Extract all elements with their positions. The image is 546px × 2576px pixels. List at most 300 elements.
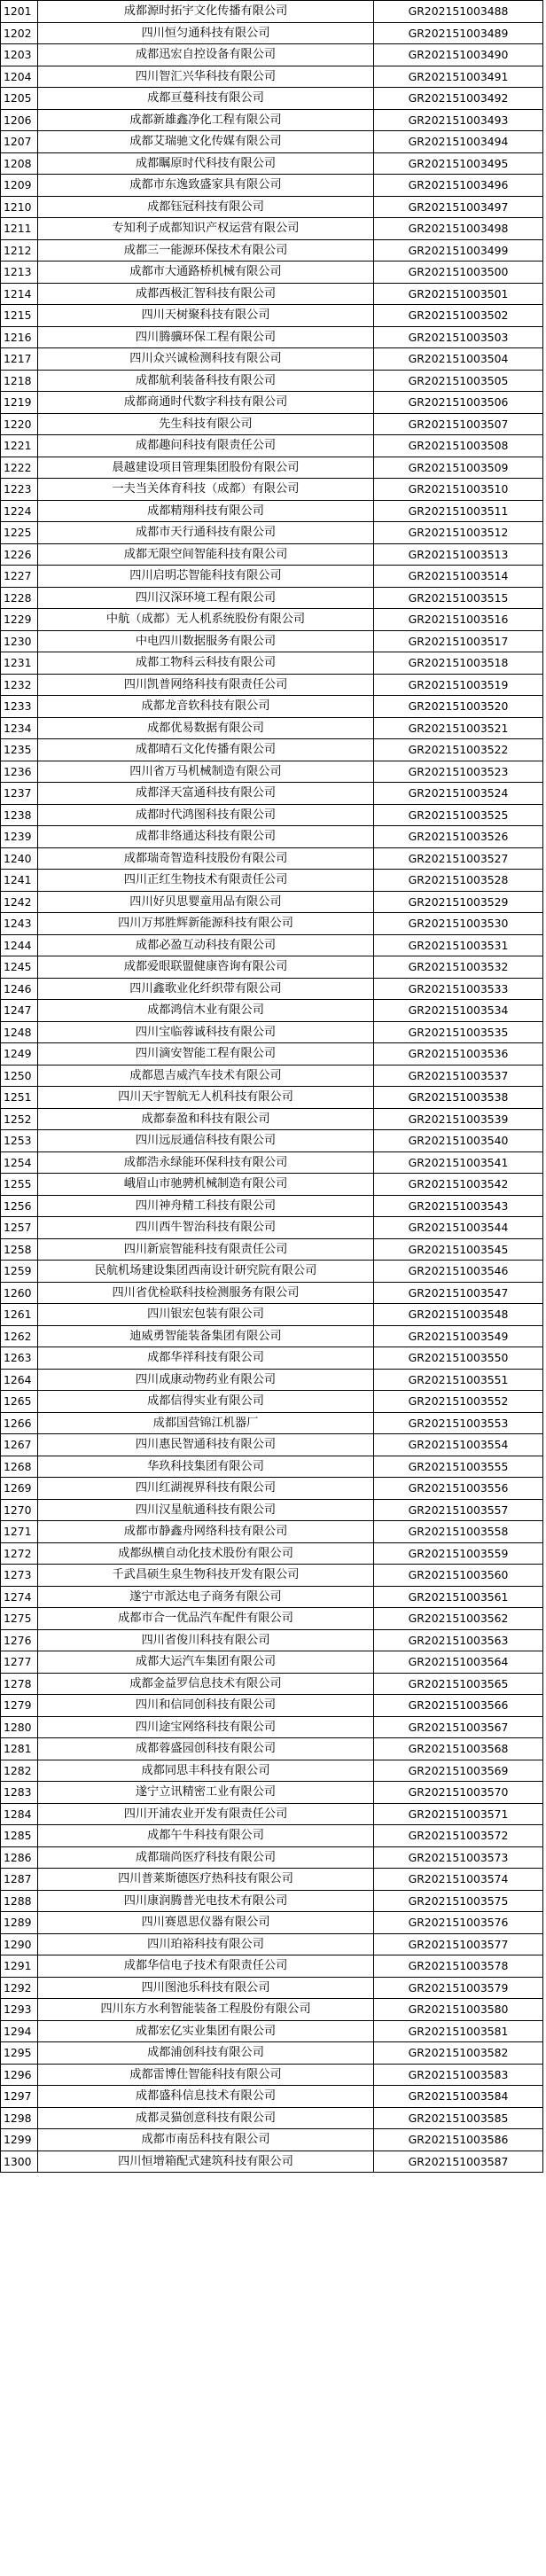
certificate-code-cell: GR202151003545 — [374, 1238, 543, 1261]
certificate-code-cell: GR202151003587 — [374, 2151, 543, 2173]
company-name-cell: 四川普莱斯德医疗热科技有限公司 — [38, 1869, 374, 1891]
table-row — [1, 1586, 543, 1608]
table-row — [1, 1325, 543, 1347]
company-name-cell: 中航（成都）无人机系统股份有限公司 — [38, 609, 374, 631]
table-row — [1, 1391, 543, 1413]
row-number-cell: 1276 — [1, 1629, 38, 1651]
table-row — [1, 913, 543, 935]
certificate-code-cell: GR202151003512 — [374, 522, 543, 544]
company-name-cell: 迪威勇智能装备集团有限公司 — [38, 1325, 374, 1347]
table-row — [1, 1108, 543, 1130]
table-row — [1, 1347, 543, 1370]
table-row — [1, 1608, 543, 1630]
table-row — [1, 1890, 543, 1912]
row-number-cell: 1248 — [1, 1021, 38, 1043]
row-number-cell: 1251 — [1, 1087, 38, 1109]
row-number-cell: 1272 — [1, 1542, 38, 1565]
table-row — [1, 1673, 543, 1695]
table-row — [1, 2151, 543, 2173]
row-number-cell: 1216 — [1, 326, 38, 348]
certificate-code-cell: GR202151003539 — [374, 1108, 543, 1130]
table-row — [1, 1782, 543, 1804]
row-number-cell: 1252 — [1, 1108, 38, 1130]
company-name-cell: 四川东方水利智能装备工程股份有限公司 — [38, 1999, 374, 2021]
row-number-cell: 1225 — [1, 522, 38, 544]
certificate-code-cell: GR202151003566 — [374, 1695, 543, 1717]
row-number-cell: 1277 — [1, 1651, 38, 1674]
company-name-cell: 四川图池乐科技有限公司 — [38, 1977, 374, 1999]
company-name-cell: 四川好贝思婴童用品有限公司 — [38, 891, 374, 913]
company-name-cell: 成都恩吉威汽车技术有限公司 — [38, 1065, 374, 1087]
certificate-code-cell: GR202151003538 — [374, 1087, 543, 1109]
certificate-code-cell: GR202151003544 — [374, 1217, 543, 1239]
table-row — [1, 2042, 543, 2065]
table-row — [1, 1629, 543, 1651]
table-row — [1, 826, 543, 848]
table-row — [1, 1304, 543, 1326]
row-number-cell: 1269 — [1, 1478, 38, 1500]
certificate-code-cell: GR202151003583 — [374, 2064, 543, 2086]
table-row — [1, 1695, 543, 1717]
table-row — [1, 1716, 543, 1738]
company-name-cell: 成都源时拓宇文化传播有限公司 — [38, 1, 374, 23]
table-row — [1, 1933, 543, 1955]
certificate-code-cell: GR202151003514 — [374, 566, 543, 588]
company-name-cell: 四川天树聚科技有限公司 — [38, 305, 374, 327]
table-row — [1, 283, 543, 305]
row-number-cell: 1285 — [1, 1825, 38, 1847]
company-name-cell: 成都工物科云科技有限公司 — [38, 652, 374, 675]
table-row — [1, 152, 543, 175]
row-number-cell: 1218 — [1, 370, 38, 392]
certificate-code-cell: GR202151003520 — [374, 696, 543, 718]
company-name-cell: 成都优易数据有限公司 — [38, 717, 374, 739]
table-row — [1, 2064, 543, 2086]
company-name-cell: 成都必盈互动科技有限公司 — [38, 934, 374, 956]
certificate-code-cell: GR202151003532 — [374, 956, 543, 979]
company-name-cell: 成都国营锦江机器厂 — [38, 1412, 374, 1434]
certificate-code-cell: GR202151003577 — [374, 1933, 543, 1955]
company-name-cell: 成都市合一优品汽车配件有限公司 — [38, 1608, 374, 1630]
row-number-cell: 1253 — [1, 1130, 38, 1152]
company-name-cell: 成都华祥科技有限公司 — [38, 1347, 374, 1370]
company-name-cell: 成都时代鸿图科技有限公司 — [38, 804, 374, 826]
row-number-cell: 1227 — [1, 566, 38, 588]
certificate-code-cell: GR202151003548 — [374, 1304, 543, 1326]
row-number-cell: 1249 — [1, 1043, 38, 1066]
table-row — [1, 1825, 543, 1847]
certificate-code-cell: GR202151003494 — [374, 131, 543, 153]
certificate-code-cell: GR202151003492 — [374, 88, 543, 110]
row-number-cell: 1271 — [1, 1521, 38, 1543]
row-number-cell: 1243 — [1, 913, 38, 935]
table-row — [1, 500, 543, 522]
row-number-cell: 1223 — [1, 479, 38, 501]
certificate-code-cell: GR202151003562 — [374, 1608, 543, 1630]
company-name-cell: 四川省优检联科技检测服务有限公司 — [38, 1282, 374, 1304]
row-number-cell: 1241 — [1, 870, 38, 892]
table-row — [1, 239, 543, 262]
certificate-code-cell: GR202151003536 — [374, 1043, 543, 1066]
table-row — [1, 1021, 543, 1043]
certificate-code-cell: GR202151003508 — [374, 435, 543, 457]
company-name-cell: 成都宏亿实业集团有限公司 — [38, 2020, 374, 2042]
company-name-cell: 成都华信电子技术有限责任公司 — [38, 1955, 374, 1978]
company-name-cell: 四川恒增箱配式建筑科技有限公司 — [38, 2151, 374, 2173]
company-name-cell: 成都雷博仕智能科技有限公司 — [38, 2064, 374, 2086]
row-number-cell: 1290 — [1, 1933, 38, 1955]
table-row — [1, 1565, 543, 1587]
company-name-cell: 华玖科技集团有限公司 — [38, 1456, 374, 1478]
certificate-code-cell: GR202151003505 — [374, 370, 543, 392]
certificate-code-cell: GR202151003574 — [374, 1869, 543, 1891]
table-row — [1, 392, 543, 414]
table-row — [1, 22, 543, 44]
table-row — [1, 1217, 543, 1239]
row-number-cell: 1232 — [1, 674, 38, 696]
table-row — [1, 1760, 543, 1782]
certificate-code-cell: GR202151003499 — [374, 239, 543, 262]
company-name-cell: 成都晴石文化传播有限公司 — [38, 739, 374, 761]
row-number-cell: 1260 — [1, 1282, 38, 1304]
certificate-code-cell: GR202151003517 — [374, 630, 543, 652]
table-row — [1, 1151, 543, 1174]
table-row — [1, 196, 543, 218]
certificate-code-cell: GR202151003578 — [374, 1955, 543, 1978]
row-number-cell: 1238 — [1, 804, 38, 826]
certificate-code-cell: GR202151003554 — [374, 1434, 543, 1456]
table-row — [1, 652, 543, 675]
company-name-cell: 四川众兴诚检测科技有限公司 — [38, 348, 374, 371]
table-row — [1, 1, 543, 23]
certificate-code-cell: GR202151003495 — [374, 152, 543, 175]
company-name-cell: 峨眉山市驰骋机械制造有限公司 — [38, 1174, 374, 1196]
certificate-code-cell: GR202151003530 — [374, 913, 543, 935]
row-number-cell: 1217 — [1, 348, 38, 371]
table-row — [1, 326, 543, 348]
table-row — [1, 696, 543, 718]
certificate-code-cell: GR202151003518 — [374, 652, 543, 675]
row-number-cell: 1237 — [1, 783, 38, 805]
row-number-cell: 1215 — [1, 305, 38, 327]
row-number-cell: 1261 — [1, 1304, 38, 1326]
certificate-code-cell: GR202151003542 — [374, 1174, 543, 1196]
certificate-code-cell: GR202151003534 — [374, 1000, 543, 1022]
certificate-code-cell: GR202151003584 — [374, 2086, 543, 2108]
row-number-cell: 1287 — [1, 1869, 38, 1891]
company-name-cell: 四川途宝网络科技有限公司 — [38, 1716, 374, 1738]
row-number-cell: 1299 — [1, 2129, 38, 2151]
certificate-code-cell: GR202151003560 — [374, 1565, 543, 1587]
company-name-cell: 四川赛恩思仪器有限公司 — [38, 1912, 374, 1934]
certificate-code-cell: GR202151003528 — [374, 870, 543, 892]
certificate-code-cell: GR202151003515 — [374, 587, 543, 609]
company-name-cell: 四川珀裕科技有限公司 — [38, 1933, 374, 1955]
company-name-cell: 四川万邦胜辉新能源科技有限公司 — [38, 913, 374, 935]
row-number-cell: 1274 — [1, 1586, 38, 1608]
certificate-code-cell: GR202151003513 — [374, 543, 543, 566]
company-name-cell: 成都无限空间智能科技有限公司 — [38, 543, 374, 566]
company-name-cell: 成都同思丰科技有限公司 — [38, 1760, 374, 1782]
company-name-cell: 四川鑫歌业化纤织带有限公司 — [38, 978, 374, 1000]
row-number-cell: 1235 — [1, 739, 38, 761]
certificate-code-cell: GR202151003500 — [374, 262, 543, 284]
table-row — [1, 1000, 543, 1022]
certificate-code-cell: GR202151003525 — [374, 804, 543, 826]
company-name-cell: 成都瞩原时代科技有限公司 — [38, 152, 374, 175]
certificate-code-cell: GR202151003541 — [374, 1151, 543, 1174]
row-number-cell: 1210 — [1, 196, 38, 218]
company-name-cell: 先生科技有限公司 — [38, 413, 374, 435]
certificate-code-cell: GR202151003537 — [374, 1065, 543, 1087]
certificate-code-cell: GR202151003575 — [374, 1890, 543, 1912]
table-row — [1, 934, 543, 956]
row-number-cell: 1296 — [1, 2064, 38, 2086]
company-name-cell: 成都泰盈和科技有限公司 — [38, 1108, 374, 1130]
table-row — [1, 66, 543, 88]
certificate-code-cell: GR202151003540 — [374, 1130, 543, 1152]
certificate-code-cell: GR202151003503 — [374, 326, 543, 348]
table-row — [1, 2086, 543, 2108]
row-number-cell: 1226 — [1, 543, 38, 566]
company-name-cell: 成都泽天富通科技有限公司 — [38, 783, 374, 805]
company-name-cell: 成都纵横自动化技术股份有限公司 — [38, 1542, 374, 1565]
row-number-cell: 1294 — [1, 2020, 38, 2042]
row-number-cell: 1297 — [1, 2086, 38, 2108]
certificate-code-cell: GR202151003557 — [374, 1499, 543, 1521]
company-name-cell: 四川西牛智治科技有限公司 — [38, 1217, 374, 1239]
table-row — [1, 1478, 543, 1500]
row-number-cell: 1268 — [1, 1456, 38, 1478]
table-row — [1, 717, 543, 739]
row-number-cell: 1273 — [1, 1565, 38, 1587]
row-number-cell: 1228 — [1, 587, 38, 609]
company-name-cell: 成都盛科信息技术有限公司 — [38, 2086, 374, 2108]
certificate-code-cell: GR202151003510 — [374, 479, 543, 501]
certificate-code-cell: GR202151003582 — [374, 2042, 543, 2065]
company-name-cell: 成都迅宏自控设备有限公司 — [38, 44, 374, 66]
company-name-cell: 成都西极汇智科技有限公司 — [38, 283, 374, 305]
certificate-code-cell: GR202151003546 — [374, 1261, 543, 1283]
row-number-cell: 1202 — [1, 22, 38, 44]
row-number-cell: 1244 — [1, 934, 38, 956]
company-name-cell: 一夫当关体育科技（成都）有限公司 — [38, 479, 374, 501]
row-number-cell: 1212 — [1, 239, 38, 262]
row-number-cell: 1246 — [1, 978, 38, 1000]
table-row — [1, 218, 543, 240]
certificate-code-cell: GR202151003501 — [374, 283, 543, 305]
row-number-cell: 1282 — [1, 1760, 38, 1782]
row-number-cell: 1300 — [1, 2151, 38, 2173]
company-name-cell: 遂宁立讯精密工业有限公司 — [38, 1782, 374, 1804]
company-name-cell: 四川宝临蓉诚科技有限公司 — [38, 1021, 374, 1043]
certificate-code-cell: GR202151003498 — [374, 218, 543, 240]
company-name-cell: 成都市东逸致盛家具有限公司 — [38, 175, 374, 197]
table-row — [1, 891, 543, 913]
certificate-code-cell: GR202151003559 — [374, 1542, 543, 1565]
company-name-cell: 四川天宇智航无人机科技有限公司 — [38, 1087, 374, 1109]
row-number-cell: 1230 — [1, 630, 38, 652]
table-row — [1, 1195, 543, 1217]
certificate-code-cell: GR202151003535 — [374, 1021, 543, 1043]
row-number-cell: 1239 — [1, 826, 38, 848]
row-number-cell: 1231 — [1, 652, 38, 675]
company-name-cell: 四川康润腾普光电技术有限公司 — [38, 1890, 374, 1912]
row-number-cell: 1286 — [1, 1846, 38, 1869]
table-row — [1, 2107, 543, 2129]
table-row — [1, 1238, 543, 1261]
company-name-cell: 成都灵猫创意科技有限公司 — [38, 2107, 374, 2129]
certificate-code-cell: GR202151003581 — [374, 2020, 543, 2042]
certificate-code-cell: GR202151003579 — [374, 1977, 543, 1999]
table-row — [1, 804, 543, 826]
row-number-cell: 1242 — [1, 891, 38, 913]
company-name-cell: 四川神舟精工科技有限公司 — [38, 1195, 374, 1217]
table-row — [1, 109, 543, 131]
row-number-cell: 1211 — [1, 218, 38, 240]
table-row — [1, 761, 543, 783]
table-row — [1, 1846, 543, 1869]
table-row — [1, 44, 543, 66]
company-name-cell: 成都蓉盛园创科技有限公司 — [38, 1738, 374, 1760]
row-number-cell: 1236 — [1, 761, 38, 783]
row-number-cell: 1206 — [1, 109, 38, 131]
table-row — [1, 1521, 543, 1543]
company-name-cell: 成都大运汽车集团有限公司 — [38, 1651, 374, 1674]
row-number-cell: 1220 — [1, 413, 38, 435]
row-number-cell: 1265 — [1, 1391, 38, 1413]
table-row — [1, 956, 543, 979]
company-name-cell: 成都爱眼联盟健康咨询有限公司 — [38, 956, 374, 979]
company-name-cell: 四川惠民智通科技有限公司 — [38, 1434, 374, 1456]
certificate-code-cell: GR202151003493 — [374, 109, 543, 131]
certificate-code-cell: GR202151003555 — [374, 1456, 543, 1478]
company-name-cell: 成都艾瑞驰文化传媒有限公司 — [38, 131, 374, 153]
company-name-cell: 四川汉深环境工程有限公司 — [38, 587, 374, 609]
table-row — [1, 847, 543, 870]
table-row — [1, 305, 543, 327]
table-row — [1, 479, 543, 501]
row-number-cell: 1267 — [1, 1434, 38, 1456]
certificate-code-cell: GR202151003576 — [374, 1912, 543, 1934]
row-number-cell: 1262 — [1, 1325, 38, 1347]
row-number-cell: 1250 — [1, 1065, 38, 1087]
certificate-code-cell: GR202151003564 — [374, 1651, 543, 1674]
table-row — [1, 1087, 543, 1109]
row-number-cell: 1266 — [1, 1412, 38, 1434]
certificate-code-cell: GR202151003550 — [374, 1347, 543, 1370]
certificate-code-cell: GR202151003523 — [374, 761, 543, 783]
certificate-code-cell: GR202151003569 — [374, 1760, 543, 1782]
table-row — [1, 1369, 543, 1391]
row-number-cell: 1209 — [1, 175, 38, 197]
row-number-cell: 1254 — [1, 1151, 38, 1174]
certificate-code-cell: GR202151003516 — [374, 609, 543, 631]
certificate-code-cell: GR202151003507 — [374, 413, 543, 435]
table-row — [1, 522, 543, 544]
row-number-cell: 1222 — [1, 457, 38, 479]
company-name-cell: 成都浦创科技有限公司 — [38, 2042, 374, 2065]
company-name-cell: 成都市南岳科技有限公司 — [38, 2129, 374, 2151]
table-row — [1, 348, 543, 371]
certificate-code-cell: GR202151003568 — [374, 1738, 543, 1760]
certificate-code-cell: GR202151003558 — [374, 1521, 543, 1543]
table-row — [1, 1499, 543, 1521]
row-number-cell: 1284 — [1, 1803, 38, 1825]
table-row — [1, 370, 543, 392]
table-row — [1, 1456, 543, 1478]
certificate-code-cell: GR202151003489 — [374, 22, 543, 44]
table-row — [1, 1174, 543, 1196]
row-number-cell: 1258 — [1, 1238, 38, 1261]
row-number-cell: 1205 — [1, 88, 38, 110]
company-name-cell: 四川银宏包装有限公司 — [38, 1304, 374, 1326]
row-number-cell: 1256 — [1, 1195, 38, 1217]
certificate-code-cell: GR202151003561 — [374, 1586, 543, 1608]
company-name-cell: 成都航利装备科技有限公司 — [38, 370, 374, 392]
company-name-cell: 成都非络通达科技有限公司 — [38, 826, 374, 848]
table-row — [1, 1282, 543, 1304]
certificate-code-cell: GR202151003580 — [374, 1999, 543, 2021]
row-number-cell: 1203 — [1, 44, 38, 66]
certificate-code-cell: GR202151003526 — [374, 826, 543, 848]
certificate-code-cell: GR202151003547 — [374, 1282, 543, 1304]
row-number-cell: 1204 — [1, 66, 38, 88]
certificate-code-cell: GR202151003491 — [374, 66, 543, 88]
row-number-cell: 1224 — [1, 500, 38, 522]
certificate-code-cell: GR202151003549 — [374, 1325, 543, 1347]
row-number-cell: 1213 — [1, 262, 38, 284]
certificate-code-cell: GR202151003488 — [374, 1, 543, 23]
company-name-cell: 成都信得实业有限公司 — [38, 1391, 374, 1413]
certificate-code-cell: GR202151003565 — [374, 1673, 543, 1695]
table-row — [1, 1065, 543, 1087]
certificate-code-cell: GR202151003533 — [374, 978, 543, 1000]
certificate-code-cell: GR202151003506 — [374, 392, 543, 414]
table-row — [1, 566, 543, 588]
certificate-code-cell: GR202151003529 — [374, 891, 543, 913]
row-number-cell: 1229 — [1, 609, 38, 631]
table-row — [1, 609, 543, 631]
row-number-cell: 1240 — [1, 847, 38, 870]
row-number-cell: 1264 — [1, 1369, 38, 1391]
company-name-cell: 成都瑞尚医疗科技有限公司 — [38, 1846, 374, 1869]
company-name-cell: 专知利子成都知识产权运营有限公司 — [38, 218, 374, 240]
row-number-cell: 1289 — [1, 1912, 38, 1934]
certificate-code-cell: GR202151003496 — [374, 175, 543, 197]
company-name-cell: 成都商通时代数字科技有限公司 — [38, 392, 374, 414]
certificate-code-cell: GR202151003572 — [374, 1825, 543, 1847]
table-row — [1, 262, 543, 284]
table-row — [1, 1999, 543, 2021]
table-row — [1, 175, 543, 197]
row-number-cell: 1201 — [1, 1, 38, 23]
table-row — [1, 1542, 543, 1565]
company-name-cell: 成都浩永绿能环保科技有限公司 — [38, 1151, 374, 1174]
row-number-cell: 1247 — [1, 1000, 38, 1022]
certificate-code-cell: GR202151003556 — [374, 1478, 543, 1500]
certificate-code-cell: GR202151003527 — [374, 847, 543, 870]
table-row — [1, 1869, 543, 1891]
row-number-cell: 1292 — [1, 1977, 38, 1999]
certificate-code-cell: GR202151003553 — [374, 1412, 543, 1434]
certificate-code-cell: GR202151003521 — [374, 717, 543, 739]
table-row — [1, 1434, 543, 1456]
company-name-cell: 成都瑞奇智造科技股份有限公司 — [38, 847, 374, 870]
company-name-cell: 晨越建设项目管理集团股份有限公司 — [38, 457, 374, 479]
table-row — [1, 2020, 543, 2042]
table-row — [1, 457, 543, 479]
